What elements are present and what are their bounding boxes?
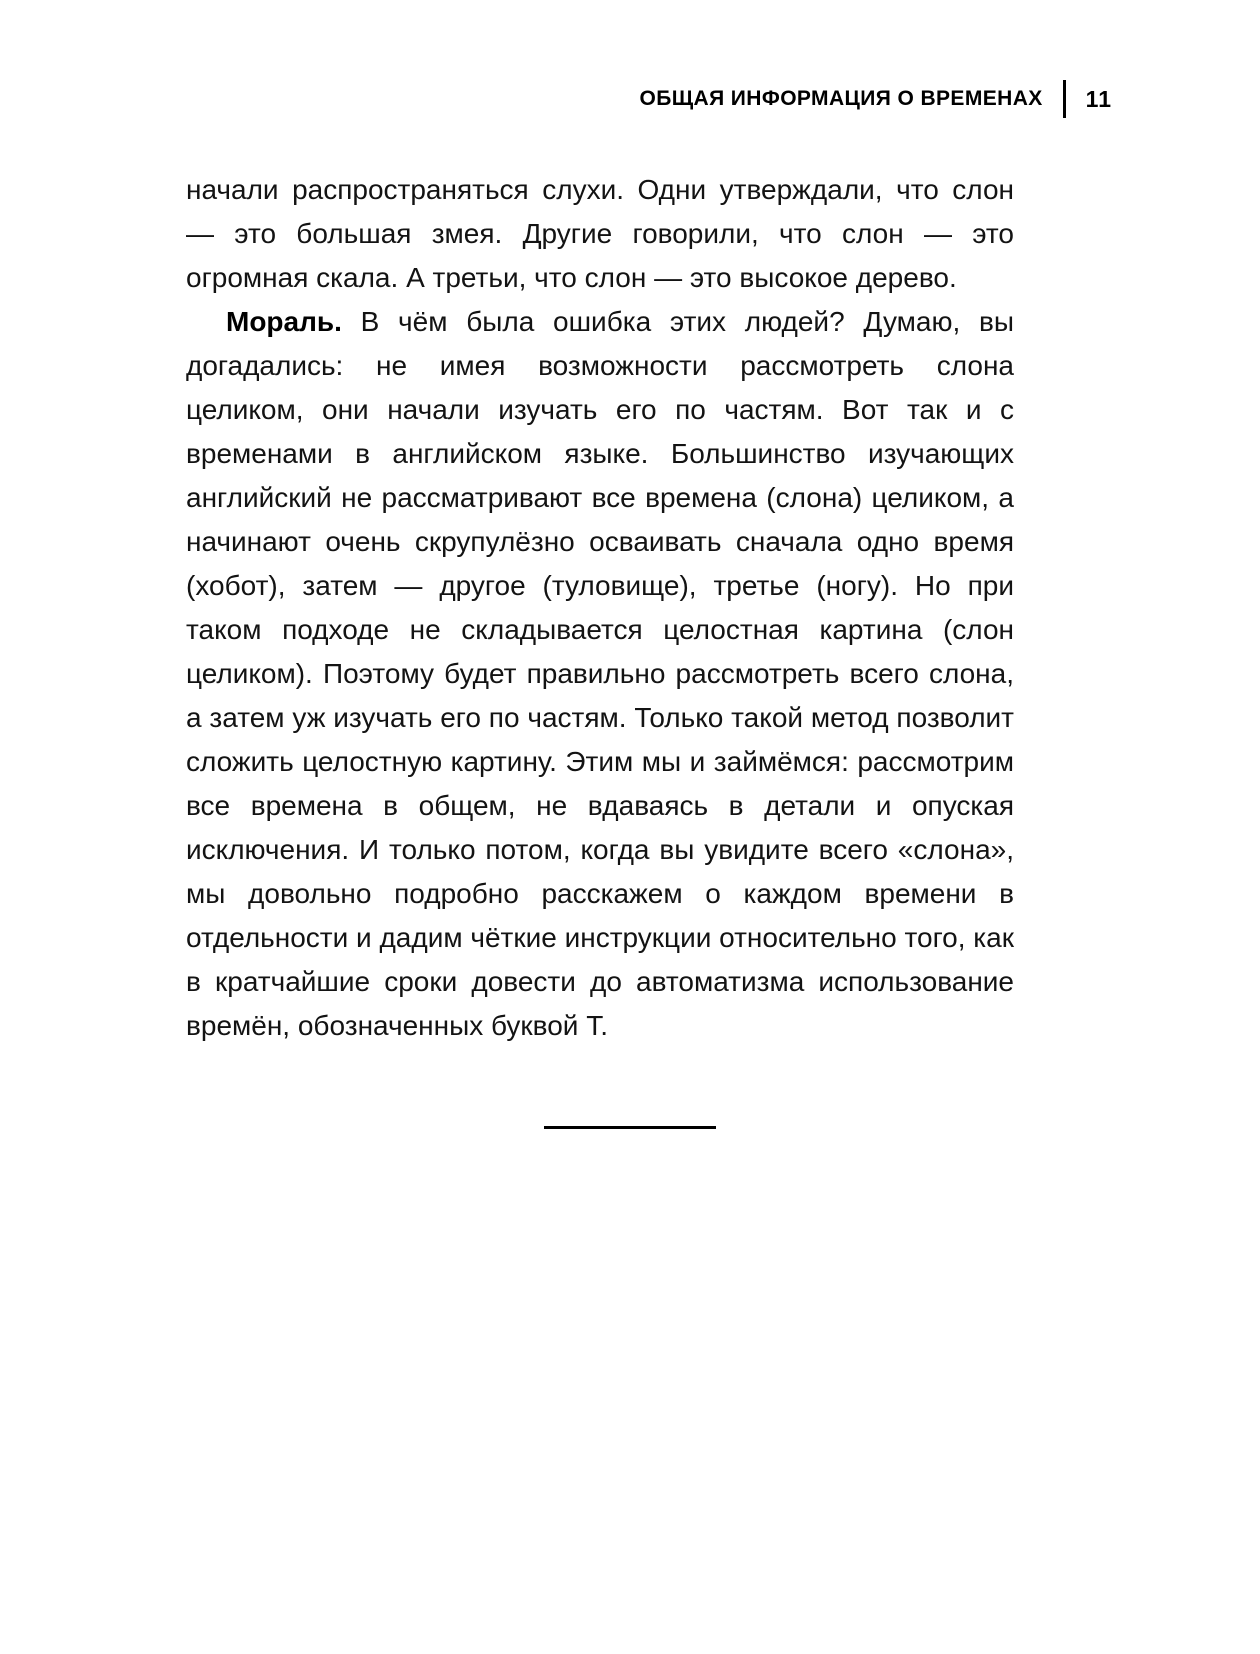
paragraph-text: В чём была ошибка этих людей? Думаю, вы догадались: не имея возможности рассмотреть слона целиком, они начали изучать его по частям. Вот так и с временами в английском языке. Большинство изучающих английский не рассматривают все времена (слона) целиком, а начинают очень скрупулёзно осваивать сначала одно время (хобот), затем — другое (туловище), третье (ногу). Но при таком подходе не складывается целостная картина (слон целиком). Поэтому будет правильно рассмотреть всего слона, а затем уж изучать его по частям. Только такой метод позволит сложить целостную картину. Этим мы и займёмся: рассмотрим все времена в общем, не вдаваясь в детали и опуская исключения. И только потом, когда вы увидите всего «слона», мы довольно подробно расскажем о каждом времени в отдельности и дадим чёткие инструкции относительно того, как в кратчайшие сроки довести до автоматизма использование времён, обозначенных буквой Т. bbox=[186, 306, 1014, 1041]
page-number: 11 bbox=[1085, 85, 1112, 112]
page-header bbox=[0, 0, 1260, 118]
page-body bbox=[186, 168, 1014, 1048]
chapter-title: ОБЩАЯ ИНФОРМАЦИЯ О ВРЕМЕНАХ bbox=[639, 87, 1043, 110]
paragraph-lead: Мораль. bbox=[226, 306, 342, 337]
section-divider-rule bbox=[544, 1126, 716, 1129]
paragraph-continuation: начали распространяться слухи. Одни утверждали, что слон — это большая змея. Другие говорили, что слон — это огромная скала. А третьи, что слон — это высокое дерево. bbox=[186, 174, 1014, 293]
header-divider bbox=[1063, 80, 1066, 118]
paragraph-moral bbox=[186, 300, 1014, 1048]
